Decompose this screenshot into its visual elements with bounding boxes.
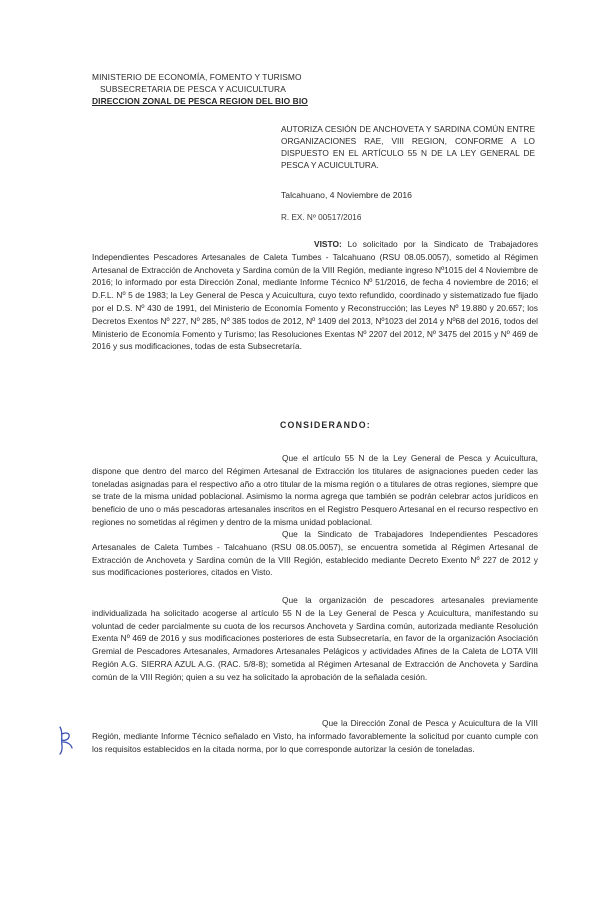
considerando-paragraph-3 bbox=[92, 594, 538, 684]
considerando-text-1: Que el artículo 55 N de la Ley General de Pesca y Acuicultura, dispone que dentro del marco del Régimen Artesanal de Extracción los titulares de asignaciones pueden ceder las toneladas asignadas para el respectivo año a otro titular de la misma región o a titulares de otras regiones, siempre que se trate de la misma unidad poblacional. Asimismo la norma agrega que también se podrán celebrar actos jurídicos en beneficio de uno o más pescadoras artesanales inscritos en el Registro Pesquero Artesanal en el recurso respectivo en regiones no sometidas al régimen y dentro de la misma unidad poblacional. bbox=[92, 453, 538, 527]
considerando-paragraph-1 bbox=[92, 452, 538, 529]
letterhead-subsecretaria: SUBSECRETARIA DE PESCA Y ACUICULTURA bbox=[100, 84, 286, 94]
visto-label: VISTO: bbox=[314, 239, 342, 249]
considerando-heading: CONSIDERANDO: bbox=[280, 420, 371, 430]
considerando-paragraph-2 bbox=[92, 528, 538, 579]
letterhead bbox=[92, 71, 308, 107]
letterhead-ministry: MINISTERIO DE ECONOMÍA, FOMENTO Y TURISMO bbox=[92, 72, 302, 82]
considerando-paragraph-4 bbox=[92, 717, 538, 755]
letterhead-direccion-zonal: DIRECCION ZONAL DE PESCA REGION DEL BIO BIO bbox=[92, 96, 308, 106]
considerando-text-2: Que la Sindicato de Trabajadores Independientes Pescadores Artesanales de Caleta Tumbes - Talcahuano (RSU 08.05.0057), se encuentra sometida al Régimen Artesanal de Extracción de Anchoveta y Sardina común de la VIII Región, establecido mediante Decreto Exento Nº 227 de 2012 y sus modificaciones posteriores, citados en Visto. bbox=[92, 529, 538, 578]
resolution-number: R. EX. Nº 00517/2016 bbox=[281, 213, 362, 222]
considerando-text-3: Que la organización de pescadores artesanales previamente individualizada ha solicitado acogerse al artículo 55 N de la Ley General de Pesca y Acuicultura, manifestando su voluntad de ceder parcialmente su cuota de los recursos Anchoveta y Sardina común, autorizada mediante Resolución Exenta Nº 469 de 2016 y sus modificaciones posteriores de esta Subsecretaría, en favor de la organización Asociación Gremial de Pescadores Artesanales, Armadores Artesanales Pelágicos y actividades Afines de la Caleta de LOTA VIII Región A.G. SIERRA AZUL A.G. (RAC. 5/8-8); sometida al Régimen Artesanal de Extracción de Anchoveta y Sardina común de la VIII Región; quien a su vez ha solicitado la aprobación de la señalada cesión. bbox=[92, 595, 538, 682]
date-line: Talcahuano, 4 Noviembre de 2016 bbox=[281, 190, 412, 200]
considerando-text-4: Que la Dirección Zonal de Pesca y Acuicultura de la VIII Región, mediante Informe Técnico señalado en Visto, ha informado favorablemente la solicitud por cuanto cumple con los requisitos establecidos en la citada norma, por lo que corresponde autorizar la cesión de toneladas. bbox=[92, 718, 538, 754]
resolution-subject: AUTORIZA CESIÓN DE ANCHOVETA Y SARDINA COMÚN ENTRE ORGANIZACIONES RAE, VIII REGION, CONFORME A LO DISPUESTO EN EL ARTÍCULO 55 N DE LA LEY GENERAL DE PESCA Y ACUICULTURA. bbox=[281, 124, 535, 170]
visto-paragraph bbox=[92, 238, 538, 353]
handwritten-initial-mark bbox=[54, 724, 76, 756]
visto-text: Lo solicitado por la Sindicato de Trabajadores Independientes Pescadores Artesanales de Caleta Tumbes - Talcahuano (RSU 08.05.0057), sometido al Régimen Artesanal de Extracción de Anchoveta y Sardina común de la VIII Región, mediante ingreso Nº1015 del 4 Noviembre de 2016; lo informado por esta Dirección Zonal, mediante Informe Técnico Nº 51/2016, de fecha 4 noviembre de 2016; el D.F.L. Nº 5 de 1983; la Ley General de Pesca y Acuicultura, cuyo texto refundido, coordinado y sistematizado fue fijado por el D.S. Nº 430 de 1991, del Ministerio de Economía Fomento y Reconstrucción; las Leyes Nº 19.880 y 20.657; los Decretos Exentos Nº 227, Nº 285, Nº 385 todos de 2012, Nº 1409 del 2013, Nº1023 del 2014 y Nº68 del 2016, todos del Ministerio de Economía Fomento y Turismo; las Resoluciones Exentas Nº 2207 del 2012, Nº 3475 del 2015 y Nº 469 de 2016 y sus modificaciones, todas de esta Subsecretaría. bbox=[92, 239, 539, 352]
